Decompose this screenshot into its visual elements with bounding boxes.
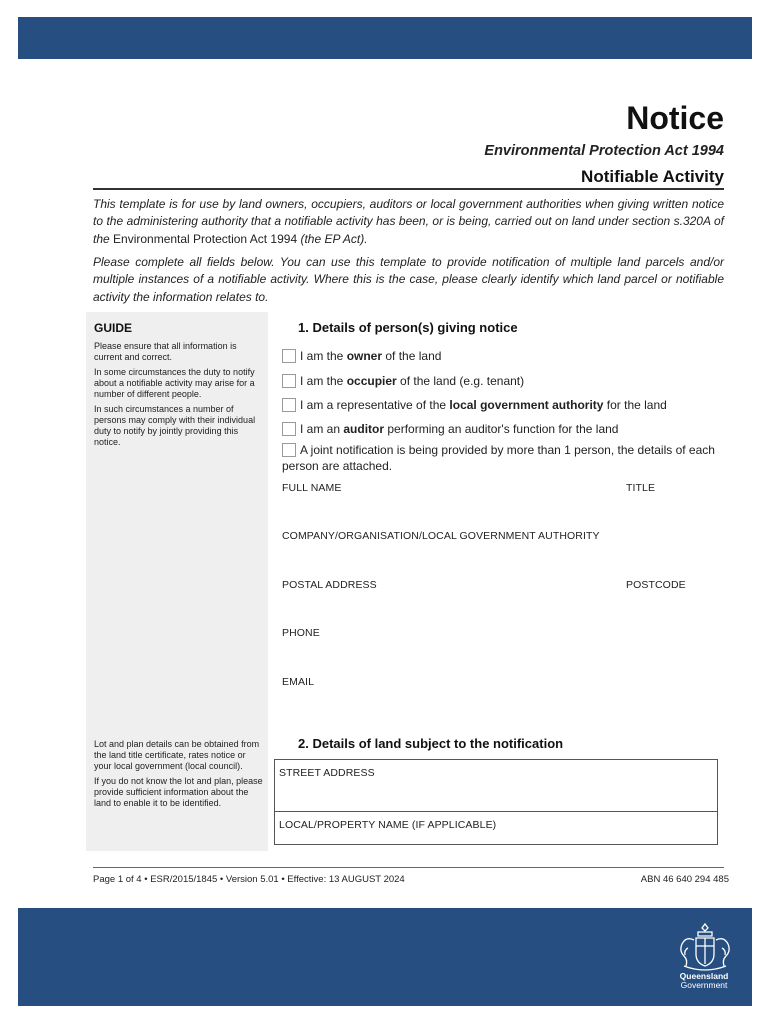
street-address-label: STREET ADDRESS bbox=[279, 767, 375, 779]
checkbox[interactable] bbox=[282, 422, 296, 436]
option-owner[interactable]: I am the owner of the land bbox=[282, 348, 722, 364]
guide-text: If you do not know the lot and plan, please provide sufficient information about the land to enable it to be identified. bbox=[94, 776, 263, 808]
option-local-government[interactable]: I am a representative of the local government authority for the land bbox=[282, 397, 722, 413]
divider bbox=[93, 188, 724, 190]
title-field[interactable]: TITLE bbox=[626, 482, 656, 494]
guide-lower bbox=[94, 739, 264, 813]
postal-address-field[interactable]: POSTAL ADDRESS bbox=[282, 579, 377, 591]
header-banner bbox=[18, 17, 752, 59]
checkbox[interactable] bbox=[282, 398, 296, 412]
email-field[interactable]: EMAIL bbox=[282, 676, 315, 688]
option-joint-notification[interactable]: A joint notification is being provided by more than 1 person, the details of each person are attached. bbox=[282, 443, 715, 473]
footer-banner bbox=[18, 908, 752, 1006]
guide-sidebar bbox=[86, 312, 268, 851]
section-2-title: 2. Details of land subject to the notification bbox=[298, 736, 564, 751]
option-occupier[interactable]: I am the occupier of the land (e.g. tenant) bbox=[282, 373, 722, 389]
guide-title: GUIDE bbox=[94, 321, 133, 335]
checkbox[interactable] bbox=[282, 349, 296, 363]
qld-logo-text: Queensland Government bbox=[679, 971, 729, 990]
act-subtitle: Environmental Protection Act 1994 bbox=[484, 143, 724, 159]
guide-text: In some circumstances the duty to notify about a notifiable activity may arise for a number of different people. bbox=[94, 367, 255, 399]
company-field[interactable]: COMPANY/ORGANISATION/LOCAL GOVERNMENT AUTHORITY bbox=[282, 530, 600, 542]
document-heading: Notifiable Activity bbox=[581, 167, 724, 186]
property-name-field[interactable] bbox=[274, 812, 718, 845]
guide-text: In such circumstances a number of persons may comply with their individual duty to notify by jointly providing this notice. bbox=[94, 404, 256, 447]
checkbox[interactable] bbox=[282, 374, 296, 388]
checkbox[interactable] bbox=[282, 443, 296, 457]
option-auditor[interactable]: I am an auditor performing an auditor's function for the land bbox=[282, 421, 722, 437]
section-1-title: 1. Details of person(s) giving notice bbox=[298, 320, 518, 335]
intro-paragraph-1: This template is for use by land owners, occupiers, auditors or local government authorities when giving written notice to the administering authority that a notifiable activity has been, or is being, carried out on land under section s.320A of the Environmental Protection Act 1994 (the EP Act). bbox=[93, 197, 724, 246]
street-address-field[interactable] bbox=[274, 759, 718, 812]
footer-divider bbox=[93, 867, 724, 868]
guide-text: Please ensure that all information is current and correct. bbox=[94, 341, 237, 362]
postcode-field[interactable]: POSTCODE bbox=[626, 579, 686, 591]
intro-paragraph-2: Please complete all fields below. You can use this template to provide notification of multiple land parcels and/or multiple instances of a notifiable activity. Where this is the case, please clearly identify which land parcel or notifiable activity the information relates to. bbox=[93, 255, 724, 304]
footer-abn: ABN 46 640 294 485 bbox=[640, 874, 729, 885]
page-title: Notice bbox=[626, 100, 724, 136]
guide-text: Lot and plan details can be obtained from the land title certificate, rates notice or your local government (local council). bbox=[94, 739, 260, 771]
property-name-label: LOCAL/PROPERTY NAME (IF APPLICABLE) bbox=[279, 819, 497, 831]
phone-field[interactable]: PHONE bbox=[282, 627, 320, 639]
full-name-field[interactable]: FULL NAME bbox=[282, 482, 342, 494]
footer-reference: Page 1 of 4 • ESR/2015/1845 • Version 5.01 • Effective: 13 AUGUST 2024 bbox=[93, 874, 405, 885]
